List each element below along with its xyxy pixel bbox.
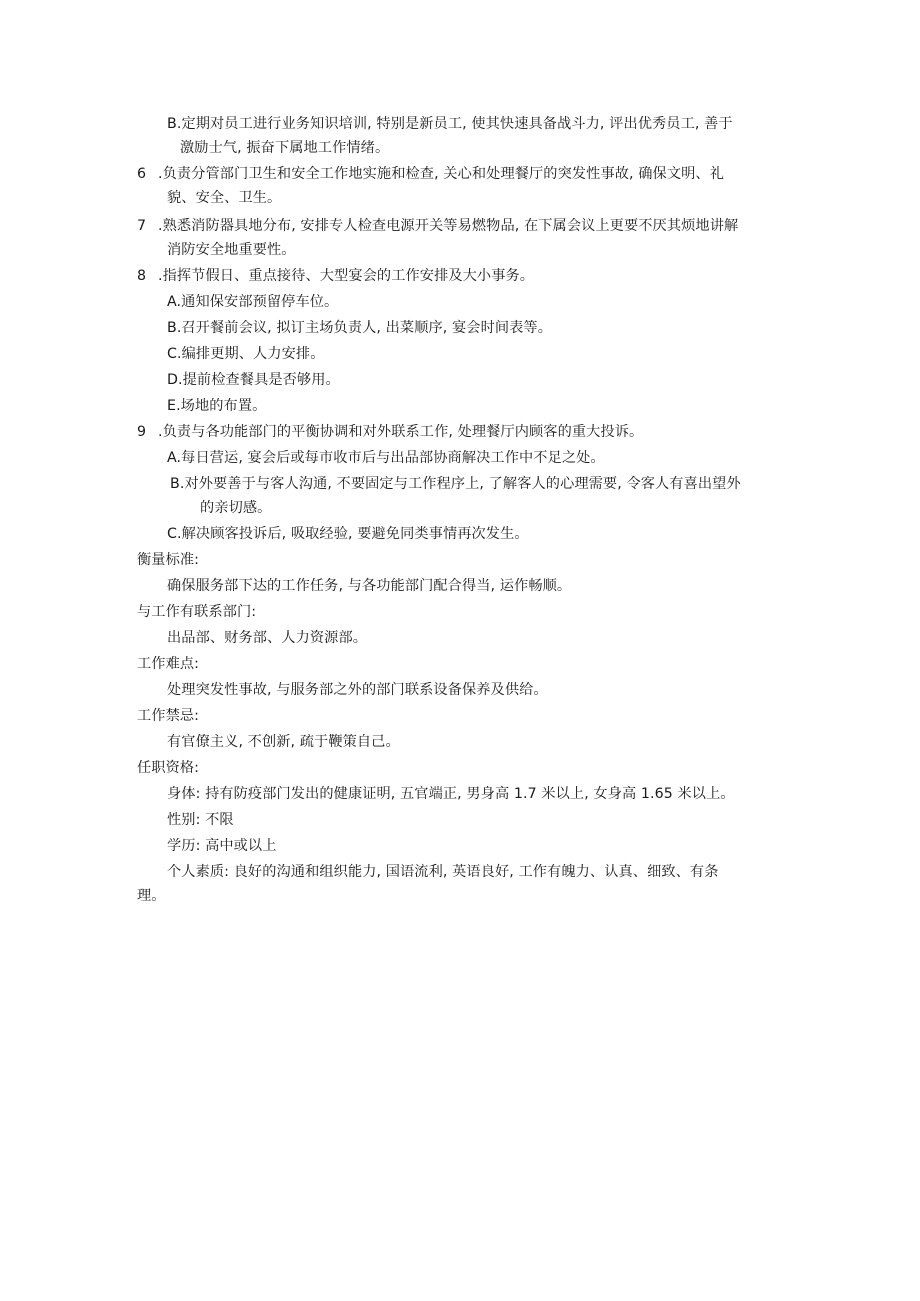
text-line	[0, 188, 920, 216]
line-text: 学历: 高中或以上	[167, 838, 277, 854]
text-line	[0, 240, 920, 266]
list-item-7	[0, 216, 920, 240]
line-text: 出品部、财务部、人力资源部。	[167, 630, 368, 646]
line-text: .指挥节假日、重点接待、大型宴会的工作安排及大小事务。	[158, 268, 535, 284]
list-item-8	[0, 266, 920, 292]
line-text: D.提前检查餐具是否够用。	[167, 372, 340, 388]
heading-text: 衡量标准:	[137, 552, 200, 568]
text-line	[0, 886, 920, 912]
text-line	[0, 318, 920, 344]
line-text: .负责与各功能部门的平衡协调和对外联系工作, 处理餐厅内顾客的重大投诉。	[158, 424, 644, 440]
line-text: A.每日营运, 宴会后或每市收市后与出品部协商解决工作中不足之处。	[167, 450, 605, 466]
heading-text: 工作禁忌:	[137, 708, 200, 724]
line-text: A.通知保安部预留停车位。	[167, 294, 339, 310]
line-text: 激励士气, 振奋下属地工作情绪。	[180, 140, 390, 156]
text-line	[0, 114, 920, 138]
item-number: 9	[137, 424, 147, 440]
line-text: 理。	[137, 888, 166, 904]
line-text: 的亲切感。	[200, 500, 272, 516]
section-heading	[0, 654, 920, 680]
document-body	[0, 114, 920, 912]
item-number: 7	[137, 218, 147, 234]
line-text: B.召开餐前会议, 拟订主场负责人, 出菜顺序, 宴会时间表等。	[167, 320, 553, 336]
list-item-9	[0, 422, 920, 448]
section-heading	[0, 550, 920, 576]
section-heading	[0, 706, 920, 732]
line-text: 性别: 不限	[167, 812, 234, 828]
text-line	[0, 138, 920, 164]
line-text: 确保服务部下达的工作任务, 与各功能部门配合得当, 运作畅顺。	[167, 578, 572, 594]
text-line	[0, 292, 920, 318]
section-heading	[0, 758, 920, 784]
line-text: B.对外要善于与客人沟通, 不要固定与工作程序上, 了解客人的心理需要, 令客人有喜出望外	[170, 476, 741, 492]
text-line	[0, 576, 920, 602]
heading-text: 与工作有联系部门:	[137, 604, 257, 620]
list-item-6	[0, 164, 920, 188]
line-text: 个人素质: 良好的沟通和组织能力, 国语流利, 英语良好, 工作有魄力、认真、细致、有条	[167, 864, 719, 880]
text-line	[0, 680, 920, 706]
line-text: 貌、安全、卫生。	[167, 190, 282, 206]
text-line	[0, 784, 920, 810]
line-text: B.定期对员工进行业务知识培训, 特别是新员工, 使其快速具备战斗力, 评出优秀员工, 善于	[167, 116, 733, 132]
text-line	[0, 810, 920, 836]
line-text: C.编排更期、人力安排。	[167, 346, 325, 362]
line-text: .熟悉消防器具地分布, 安排专人检查电源开关等易燃物品, 在下属会议上更要不厌其烦地讲解	[158, 218, 739, 234]
line-text: E.场地的布置。	[167, 398, 267, 414]
heading-text: 任职资格:	[137, 760, 200, 776]
text-line	[0, 732, 920, 758]
line-text: 身体: 持有防疫部门发出的健康证明, 五官端正, 男身高 1.7 米以上, 女身高 1.65 米以上。	[167, 786, 735, 802]
line-text: 处理突发性事故, 与服务部之外的部门联系设备保养及供给。	[167, 682, 548, 698]
line-text: .负责分管部门卫生和安全工作地实施和检查, 关心和处理餐厅的突发性事故, 确保文明、礼	[158, 166, 724, 182]
item-number: 6	[137, 166, 147, 182]
text-line	[0, 448, 920, 474]
text-line	[0, 474, 920, 498]
item-number: 8	[137, 268, 147, 284]
text-line	[0, 370, 920, 396]
text-line	[0, 524, 920, 550]
line-text: 有官僚主义, 不创新, 疏于鞭策自己。	[167, 734, 400, 750]
text-line	[0, 862, 920, 886]
heading-text: 工作难点:	[137, 656, 200, 672]
text-line	[0, 498, 920, 524]
text-line	[0, 836, 920, 862]
text-line	[0, 396, 920, 422]
text-line	[0, 344, 920, 370]
text-line	[0, 628, 920, 654]
line-text: C.解决顾客投诉后, 吸取经验, 要避免同类事情再次发生。	[167, 526, 529, 542]
section-heading	[0, 602, 920, 628]
line-text: 消防安全地重要性。	[167, 242, 296, 258]
